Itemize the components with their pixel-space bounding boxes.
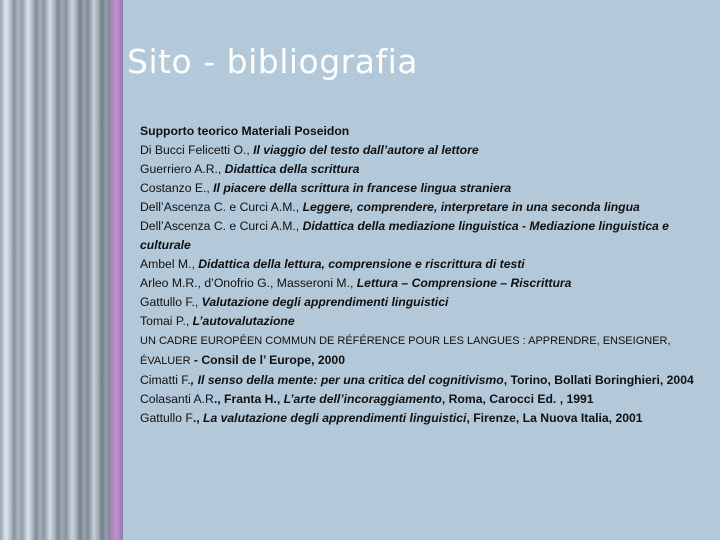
entry-publisher: , Torino, Bollati Boringhieri, 2004 (503, 373, 694, 387)
entry-title: , Il senso della mente: per una critica del cognitivismo (190, 373, 504, 387)
entry-author: Dell’Ascenza C. e Curci A.M., (140, 200, 303, 214)
entry-publisher: , Firenze, La Nuova Italia, 2001 (466, 411, 643, 425)
entry-author: Gattullo F (140, 411, 193, 425)
entry-title: La valutazione degli apprendimenti linguistici (203, 411, 467, 425)
entry-title: Didattica della scrittura (224, 162, 360, 176)
bibliography-entry (140, 274, 710, 293)
entry-title: L’arte dell’incoraggiamento (283, 392, 442, 406)
entry-title-caps: UN CADRE EUROPÉEN COMMUN DE RÉFÉRENCE POUR LES LANGUES : APPRENDRE, ENSEIGNER, ÉVALUER (140, 335, 671, 367)
entry-title: Lettura – Comprensione – Riscrittura (356, 276, 572, 290)
entry-author: Ambel M., (140, 257, 199, 271)
entry-title: Valutazione degli apprendimenti linguistici (201, 295, 449, 309)
bibliography-entry (140, 160, 710, 179)
entry-title: Il piacere della scrittura in francese lingua straniera (213, 181, 512, 195)
bibliography-entry (140, 198, 710, 217)
entry-author: Cimatti F. (140, 373, 191, 387)
decorative-column-band (0, 0, 110, 540)
entry-author: Dell’Ascenza C. e Curci A.M., (140, 219, 303, 233)
accent-bar (110, 0, 123, 540)
bibliography-entry (140, 409, 710, 428)
entry-publisher: - Consil de l’ Europe, 2000 (190, 353, 345, 367)
bibliography-entry (140, 217, 710, 255)
entry-title: Didattica della mediazione linguistica - Mediazione linguistica e culturale (140, 219, 669, 252)
bibliography-entry (140, 293, 710, 312)
bibliography-entry (140, 390, 710, 409)
entry-author: Tomai P., (140, 314, 193, 328)
bibliography-entry (140, 255, 710, 274)
bibliography-entry (140, 331, 710, 371)
entry-author: Colasanti A.R (140, 392, 214, 406)
entry-author: Arleo M.R., d’Onofrio G., Masseroni M., (140, 276, 357, 290)
entry-title: Il viaggio del testo dall’autore al lettore (253, 143, 479, 157)
bibliography-entry (140, 141, 710, 160)
slide-title: Sito - bibliografia (127, 42, 418, 81)
entry-publisher: , Roma, Carocci Ed. , 1991 (441, 392, 594, 406)
bibliography-heading: Supporto teorico Materiali Poseidon (140, 124, 350, 138)
entry-title: Leggere, comprendere, interpretare in una seconda lingua (302, 200, 640, 214)
bibliography-list (140, 122, 710, 428)
bibliography-entry (140, 179, 710, 198)
entry-author: Gattullo F., (140, 295, 202, 309)
entry-title: L’autovalutazione (192, 314, 295, 328)
entry-author: Costanzo E., (140, 181, 214, 195)
entry-title: Didattica della lettura, comprensione e riscrittura di testi (198, 257, 525, 271)
bibliography-entry (140, 312, 710, 331)
bibliography-entry (140, 371, 710, 390)
entry-separator: ., (192, 411, 204, 425)
entry-author: Di Bucci Felicetti O., (140, 143, 254, 157)
entry-coauthor: ., Franta H., (213, 392, 284, 406)
entry-author: Guerriero A.R., (140, 162, 225, 176)
